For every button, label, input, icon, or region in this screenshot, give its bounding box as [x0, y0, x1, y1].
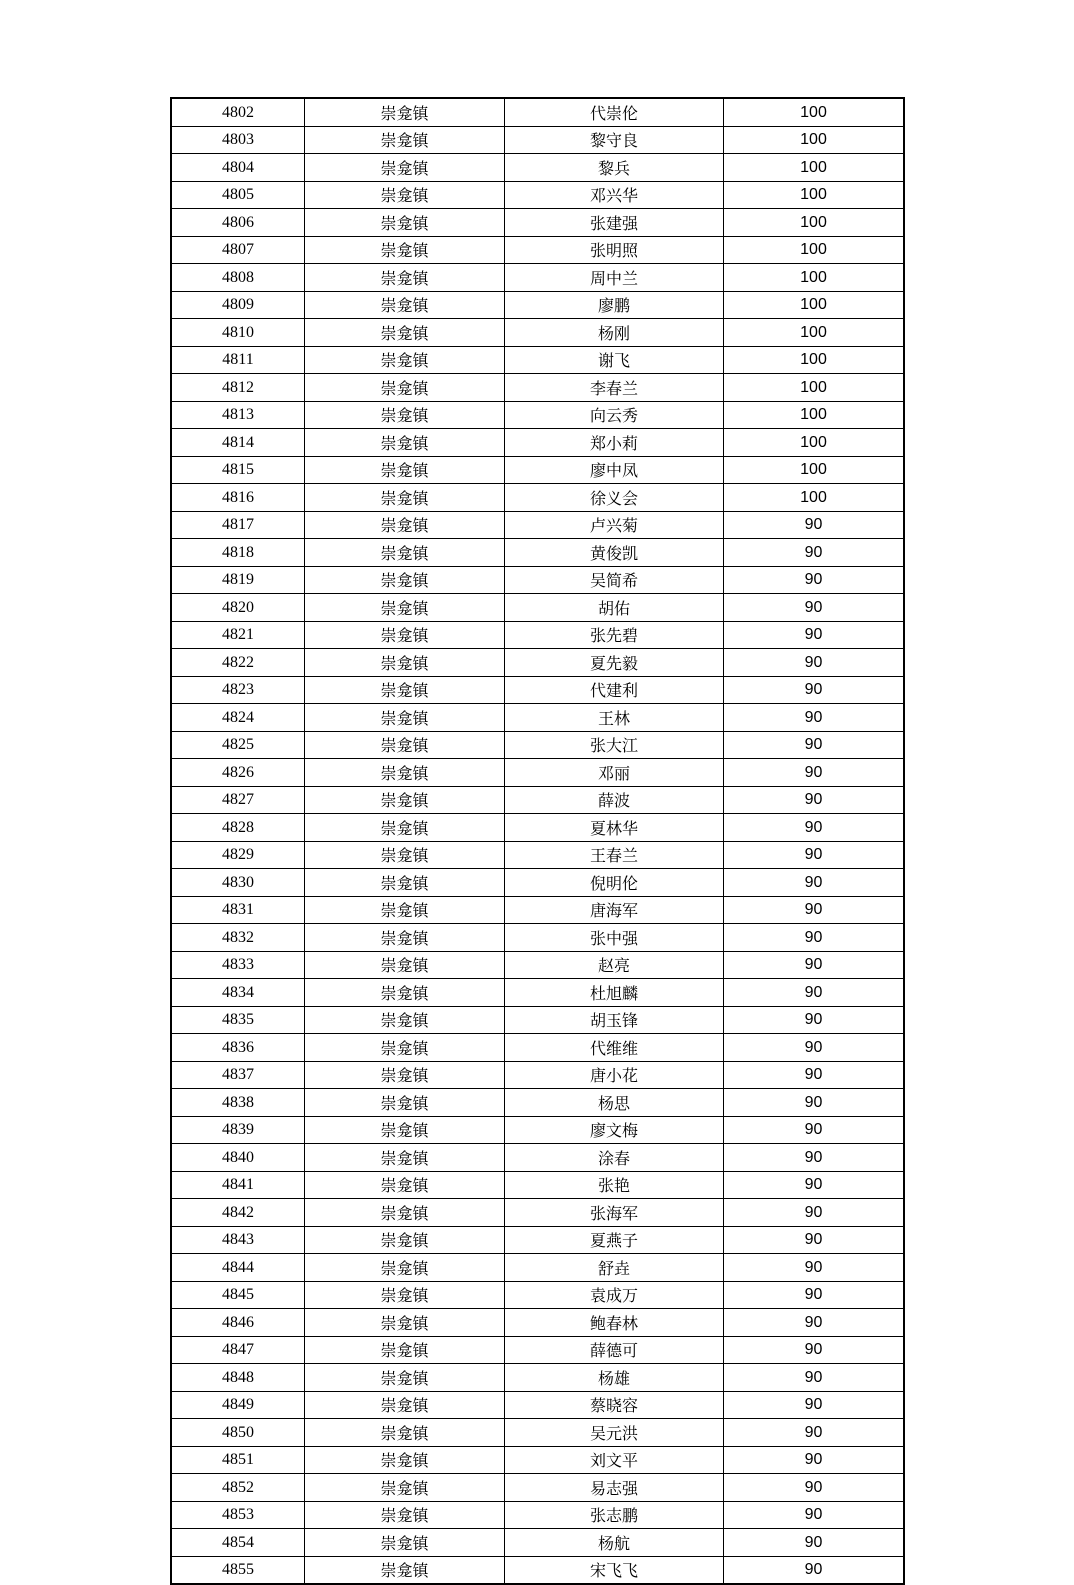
- person-name-cell: 张中强: [505, 924, 724, 952]
- town-cell: 崇龛镇: [305, 1171, 505, 1199]
- row-number-cell: 4844: [171, 1254, 305, 1282]
- town-cell: 崇龛镇: [305, 1336, 505, 1364]
- table-row: [171, 1391, 904, 1419]
- amount-cell: 90: [724, 1226, 905, 1254]
- amount-cell: 90: [724, 896, 905, 924]
- town-cell: 崇龛镇: [305, 951, 505, 979]
- row-number-cell: 4813: [171, 401, 305, 429]
- table-row: [171, 1474, 904, 1502]
- table-row: [171, 1309, 904, 1337]
- amount-cell: 90: [724, 1199, 905, 1227]
- town-cell: 崇龛镇: [305, 1006, 505, 1034]
- person-name-cell: 谢飞: [505, 346, 724, 374]
- amount-cell: 100: [724, 346, 905, 374]
- person-name-cell: 杨航: [505, 1529, 724, 1557]
- row-number-cell: 4854: [171, 1529, 305, 1557]
- row-number-cell: 4834: [171, 979, 305, 1007]
- row-number-cell: 4812: [171, 374, 305, 402]
- town-cell: 崇龛镇: [305, 291, 505, 319]
- row-number-cell: 4835: [171, 1006, 305, 1034]
- amount-cell: 100: [724, 291, 905, 319]
- town-cell: 崇龛镇: [305, 594, 505, 622]
- person-name-cell: 夏林华: [505, 814, 724, 842]
- amount-cell: 90: [724, 1061, 905, 1089]
- row-number-cell: 4826: [171, 759, 305, 787]
- amount-cell: 100: [724, 264, 905, 292]
- table-row: [171, 1089, 904, 1117]
- row-number-cell: 4833: [171, 951, 305, 979]
- town-cell: 崇龛镇: [305, 731, 505, 759]
- row-number-cell: 4837: [171, 1061, 305, 1089]
- amount-cell: 90: [724, 566, 905, 594]
- amount-cell: 90: [724, 1309, 905, 1337]
- person-name-cell: 卢兴菊: [505, 511, 724, 539]
- amount-cell: 90: [724, 1336, 905, 1364]
- row-number-cell: 4805: [171, 181, 305, 209]
- person-name-cell: 代崇伦: [505, 98, 724, 126]
- town-cell: 崇龛镇: [305, 1309, 505, 1337]
- table-row: [171, 566, 904, 594]
- person-name-cell: 夏燕子: [505, 1226, 724, 1254]
- town-cell: 崇龛镇: [305, 98, 505, 126]
- table-row: [171, 621, 904, 649]
- person-name-cell: 廖鹏: [505, 291, 724, 319]
- amount-cell: 100: [724, 209, 905, 237]
- amount-cell: 90: [724, 594, 905, 622]
- table-row: [171, 759, 904, 787]
- row-number-cell: 4851: [171, 1446, 305, 1474]
- row-number-cell: 4823: [171, 676, 305, 704]
- person-name-cell: 袁成万: [505, 1281, 724, 1309]
- table-row: [171, 1061, 904, 1089]
- person-name-cell: 易志强: [505, 1474, 724, 1502]
- table-row: [171, 704, 904, 732]
- table-row: [171, 594, 904, 622]
- row-number-cell: 4824: [171, 704, 305, 732]
- town-cell: 崇龛镇: [305, 841, 505, 869]
- town-cell: 崇龛镇: [305, 1474, 505, 1502]
- amount-cell: 90: [724, 786, 905, 814]
- amount-cell: 90: [724, 1144, 905, 1172]
- town-cell: 崇龛镇: [305, 621, 505, 649]
- town-cell: 崇龛镇: [305, 1089, 505, 1117]
- person-name-cell: 张海军: [505, 1199, 724, 1227]
- table-row: [171, 346, 904, 374]
- amount-cell: 90: [724, 1034, 905, 1062]
- row-number-cell: 4855: [171, 1556, 305, 1584]
- table-row: [171, 951, 904, 979]
- person-name-cell: 张建强: [505, 209, 724, 237]
- town-cell: 崇龛镇: [305, 566, 505, 594]
- table-row: [171, 1171, 904, 1199]
- table-row: [171, 1254, 904, 1282]
- table-row: [171, 1226, 904, 1254]
- row-number-cell: 4807: [171, 236, 305, 264]
- town-cell: 崇龛镇: [305, 1529, 505, 1557]
- table-row: [171, 429, 904, 457]
- town-cell: 崇龛镇: [305, 319, 505, 347]
- table-row: [171, 1364, 904, 1392]
- town-cell: 崇龛镇: [305, 1144, 505, 1172]
- person-name-cell: 邓丽: [505, 759, 724, 787]
- row-number-cell: 4853: [171, 1501, 305, 1529]
- amount-cell: 90: [724, 1419, 905, 1447]
- amount-cell: 90: [724, 1501, 905, 1529]
- amount-cell: 90: [724, 869, 905, 897]
- row-number-cell: 4820: [171, 594, 305, 622]
- person-name-cell: 唐小花: [505, 1061, 724, 1089]
- person-name-cell: 张先碧: [505, 621, 724, 649]
- table-row: [171, 979, 904, 1007]
- table-row: [171, 1034, 904, 1062]
- person-name-cell: 宋飞飞: [505, 1556, 724, 1584]
- amount-cell: 100: [724, 401, 905, 429]
- row-number-cell: 4847: [171, 1336, 305, 1364]
- table-row: [171, 539, 904, 567]
- amount-cell: 90: [724, 924, 905, 952]
- town-cell: 崇龛镇: [305, 786, 505, 814]
- row-number-cell: 4852: [171, 1474, 305, 1502]
- person-name-cell: 倪明伦: [505, 869, 724, 897]
- table-row: [171, 1501, 904, 1529]
- row-number-cell: 4829: [171, 841, 305, 869]
- row-number-cell: 4825: [171, 731, 305, 759]
- amount-cell: 90: [724, 1006, 905, 1034]
- amount-cell: 90: [724, 1529, 905, 1557]
- table-row: [171, 511, 904, 539]
- row-number-cell: 4808: [171, 264, 305, 292]
- table-row: [171, 1419, 904, 1447]
- person-name-cell: 王春兰: [505, 841, 724, 869]
- town-cell: 崇龛镇: [305, 1116, 505, 1144]
- person-name-cell: 向云秀: [505, 401, 724, 429]
- amount-cell: 90: [724, 704, 905, 732]
- person-name-cell: 徐义会: [505, 484, 724, 512]
- person-name-cell: 夏先毅: [505, 649, 724, 677]
- amount-cell: 90: [724, 841, 905, 869]
- amount-cell: 90: [724, 539, 905, 567]
- table-row: [171, 649, 904, 677]
- row-number-cell: 4845: [171, 1281, 305, 1309]
- amount-cell: 100: [724, 456, 905, 484]
- town-cell: 崇龛镇: [305, 154, 505, 182]
- town-cell: 崇龛镇: [305, 1364, 505, 1392]
- town-cell: 崇龛镇: [305, 676, 505, 704]
- row-number-cell: 4814: [171, 429, 305, 457]
- table-row: [171, 291, 904, 319]
- amount-cell: 90: [724, 951, 905, 979]
- row-number-cell: 4818: [171, 539, 305, 567]
- person-name-cell: 唐海军: [505, 896, 724, 924]
- amount-cell: 90: [724, 979, 905, 1007]
- person-name-cell: 杜旭麟: [505, 979, 724, 1007]
- table-row: [171, 1006, 904, 1034]
- town-cell: 崇龛镇: [305, 126, 505, 154]
- row-number-cell: 4838: [171, 1089, 305, 1117]
- amount-cell: 90: [724, 1116, 905, 1144]
- amount-cell: 100: [724, 319, 905, 347]
- table-row: [171, 731, 904, 759]
- data-table: [170, 97, 905, 1585]
- table-row: [171, 98, 904, 126]
- table-row: [171, 869, 904, 897]
- table-row: [171, 786, 904, 814]
- table-row: [171, 1556, 904, 1584]
- amount-cell: 90: [724, 1364, 905, 1392]
- table-row: [171, 126, 904, 154]
- town-cell: 崇龛镇: [305, 264, 505, 292]
- row-number-cell: 4850: [171, 1419, 305, 1447]
- town-cell: 崇龛镇: [305, 484, 505, 512]
- amount-cell: 100: [724, 181, 905, 209]
- person-name-cell: 王林: [505, 704, 724, 732]
- town-cell: 崇龛镇: [305, 1281, 505, 1309]
- person-name-cell: 廖中凤: [505, 456, 724, 484]
- table-row: [171, 209, 904, 237]
- person-name-cell: 舒垚: [505, 1254, 724, 1282]
- town-cell: 崇龛镇: [305, 181, 505, 209]
- town-cell: 崇龛镇: [305, 979, 505, 1007]
- person-name-cell: 郑小莉: [505, 429, 724, 457]
- table-row: [171, 841, 904, 869]
- person-name-cell: 胡玉锋: [505, 1006, 724, 1034]
- table-row: [171, 1144, 904, 1172]
- town-cell: 崇龛镇: [305, 456, 505, 484]
- amount-cell: 100: [724, 374, 905, 402]
- table-row: [171, 484, 904, 512]
- row-number-cell: 4842: [171, 1199, 305, 1227]
- amount-cell: 90: [724, 1089, 905, 1117]
- table-body: [171, 98, 904, 1584]
- row-number-cell: 4831: [171, 896, 305, 924]
- amount-cell: 90: [724, 1171, 905, 1199]
- amount-cell: 90: [724, 1391, 905, 1419]
- town-cell: 崇龛镇: [305, 209, 505, 237]
- town-cell: 崇龛镇: [305, 759, 505, 787]
- row-number-cell: 4815: [171, 456, 305, 484]
- row-number-cell: 4848: [171, 1364, 305, 1392]
- person-name-cell: 吴简希: [505, 566, 724, 594]
- row-number-cell: 4821: [171, 621, 305, 649]
- person-name-cell: 杨雄: [505, 1364, 724, 1392]
- table-row: [171, 924, 904, 952]
- row-number-cell: 4832: [171, 924, 305, 952]
- town-cell: 崇龛镇: [305, 511, 505, 539]
- row-number-cell: 4802: [171, 98, 305, 126]
- amount-cell: 90: [724, 814, 905, 842]
- table-row: [171, 181, 904, 209]
- person-name-cell: 廖文梅: [505, 1116, 724, 1144]
- town-cell: 崇龛镇: [305, 346, 505, 374]
- table-row: [171, 319, 904, 347]
- person-name-cell: 张大江: [505, 731, 724, 759]
- table-row: [171, 896, 904, 924]
- town-cell: 崇龛镇: [305, 401, 505, 429]
- person-name-cell: 涂春: [505, 1144, 724, 1172]
- person-name-cell: 赵亮: [505, 951, 724, 979]
- table-row: [171, 1529, 904, 1557]
- amount-cell: 90: [724, 1254, 905, 1282]
- town-cell: 崇龛镇: [305, 814, 505, 842]
- town-cell: 崇龛镇: [305, 924, 505, 952]
- person-name-cell: 邓兴华: [505, 181, 724, 209]
- amount-cell: 90: [724, 621, 905, 649]
- row-number-cell: 4810: [171, 319, 305, 347]
- town-cell: 崇龛镇: [305, 429, 505, 457]
- table-row: [171, 154, 904, 182]
- row-number-cell: 4811: [171, 346, 305, 374]
- amount-cell: 100: [724, 236, 905, 264]
- person-name-cell: 刘文平: [505, 1446, 724, 1474]
- town-cell: 崇龛镇: [305, 869, 505, 897]
- row-number-cell: 4816: [171, 484, 305, 512]
- town-cell: 崇龛镇: [305, 374, 505, 402]
- person-name-cell: 张明照: [505, 236, 724, 264]
- amount-cell: 100: [724, 484, 905, 512]
- table-row: [171, 264, 904, 292]
- town-cell: 崇龛镇: [305, 704, 505, 732]
- person-name-cell: 吴元洪: [505, 1419, 724, 1447]
- row-number-cell: 4806: [171, 209, 305, 237]
- person-name-cell: 李春兰: [505, 374, 724, 402]
- row-number-cell: 4828: [171, 814, 305, 842]
- row-number-cell: 4846: [171, 1309, 305, 1337]
- person-name-cell: 代维维: [505, 1034, 724, 1062]
- row-number-cell: 4827: [171, 786, 305, 814]
- amount-cell: 90: [724, 511, 905, 539]
- row-number-cell: 4809: [171, 291, 305, 319]
- amount-cell: 90: [724, 1556, 905, 1584]
- town-cell: 崇龛镇: [305, 1034, 505, 1062]
- town-cell: 崇龛镇: [305, 1446, 505, 1474]
- town-cell: 崇龛镇: [305, 1199, 505, 1227]
- town-cell: 崇龛镇: [305, 1226, 505, 1254]
- row-number-cell: 4849: [171, 1391, 305, 1419]
- town-cell: 崇龛镇: [305, 896, 505, 924]
- person-name-cell: 薛波: [505, 786, 724, 814]
- table-row: [171, 374, 904, 402]
- row-number-cell: 4819: [171, 566, 305, 594]
- town-cell: 崇龛镇: [305, 1419, 505, 1447]
- table-row: [171, 676, 904, 704]
- amount-cell: 100: [724, 98, 905, 126]
- person-name-cell: 张艳: [505, 1171, 724, 1199]
- person-name-cell: 代建利: [505, 676, 724, 704]
- town-cell: 崇龛镇: [305, 236, 505, 264]
- amount-cell: 100: [724, 126, 905, 154]
- row-number-cell: 4830: [171, 869, 305, 897]
- person-name-cell: 周中兰: [505, 264, 724, 292]
- row-number-cell: 4817: [171, 511, 305, 539]
- amount-cell: 100: [724, 154, 905, 182]
- table-row: [171, 401, 904, 429]
- row-number-cell: 4822: [171, 649, 305, 677]
- person-name-cell: 黄俊凯: [505, 539, 724, 567]
- town-cell: 崇龛镇: [305, 1501, 505, 1529]
- amount-cell: 90: [724, 759, 905, 787]
- table-row: [171, 1336, 904, 1364]
- amount-cell: 90: [724, 649, 905, 677]
- row-number-cell: 4839: [171, 1116, 305, 1144]
- amount-cell: 90: [724, 1281, 905, 1309]
- table-row: [171, 1116, 904, 1144]
- town-cell: 崇龛镇: [305, 649, 505, 677]
- row-number-cell: 4803: [171, 126, 305, 154]
- table-row: [171, 456, 904, 484]
- town-cell: 崇龛镇: [305, 1391, 505, 1419]
- person-name-cell: 蔡晓容: [505, 1391, 724, 1419]
- person-name-cell: 薛德可: [505, 1336, 724, 1364]
- town-cell: 崇龛镇: [305, 539, 505, 567]
- town-cell: 崇龛镇: [305, 1254, 505, 1282]
- amount-cell: 90: [724, 1446, 905, 1474]
- person-name-cell: 杨刚: [505, 319, 724, 347]
- person-name-cell: 黎守良: [505, 126, 724, 154]
- amount-cell: 90: [724, 731, 905, 759]
- table-row: [171, 1446, 904, 1474]
- person-name-cell: 杨思: [505, 1089, 724, 1117]
- row-number-cell: 4836: [171, 1034, 305, 1062]
- table-row: [171, 1281, 904, 1309]
- person-name-cell: 黎兵: [505, 154, 724, 182]
- town-cell: 崇龛镇: [305, 1556, 505, 1584]
- amount-cell: 100: [724, 429, 905, 457]
- person-name-cell: 胡佑: [505, 594, 724, 622]
- table-row: [171, 814, 904, 842]
- table-row: [171, 236, 904, 264]
- amount-cell: 90: [724, 676, 905, 704]
- town-cell: 崇龛镇: [305, 1061, 505, 1089]
- row-number-cell: 4804: [171, 154, 305, 182]
- row-number-cell: 4841: [171, 1171, 305, 1199]
- row-number-cell: 4840: [171, 1144, 305, 1172]
- person-name-cell: 张志鹏: [505, 1501, 724, 1529]
- amount-cell: 90: [724, 1474, 905, 1502]
- row-number-cell: 4843: [171, 1226, 305, 1254]
- person-name-cell: 鲍春林: [505, 1309, 724, 1337]
- table-row: [171, 1199, 904, 1227]
